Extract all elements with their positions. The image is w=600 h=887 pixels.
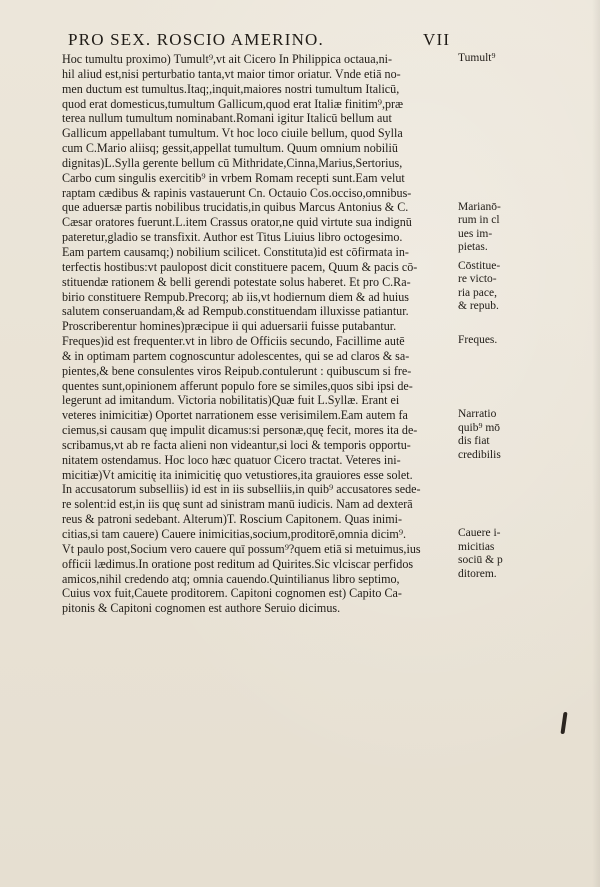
running-header — [68, 30, 451, 50]
text-line: Gallicum appellabant tumultum. Vt hoc loco ciuile bellum, quod Sylla — [62, 126, 403, 141]
text-line: terea nullum tumultum nominabant.Romani igitur Italicū bellum aut — [62, 111, 392, 126]
text-line: salutem conseruandam,& ad Rempub.constituendam illuxisse patiantur. — [62, 304, 409, 319]
text-line: dignitas)L.Sylla gerente bellum cū Mithridate,Cinna,Marius,Sertorius, — [62, 155, 403, 170]
commentary-text-block — [62, 52, 457, 616]
marginal-note-line: sociū & p — [458, 554, 503, 567]
text-line: ciemus,si causam quę impulit dicamus:si personæ,quę fecit, mores ita de- — [62, 423, 418, 438]
marginal-note-line: micitias — [458, 540, 495, 553]
marginal-note-line: credibilis — [458, 448, 501, 461]
text-line: citias,si tam cauere) Cauere inimicitias,socium,proditorē,omnia dicim⁹. — [62, 527, 407, 541]
marginal-note-line: Marianō- — [458, 200, 501, 213]
text-line: Eam partem causamq;) nobilium scilicet. Constituta)id est cōfirmata in- — [62, 244, 409, 259]
text-line: hil aliud est,nisi perturbatio tanta,vt maior timor oriatur. Vnde etiā no- — [62, 66, 401, 81]
text-line: Proscriberentur homines)præcipue ii qui aduersarii fuisse putabantur. — [62, 319, 397, 334]
text-line: officii lædimus.In oratione post reditum ad Quirites.Sic vlciscar perfidos — [62, 556, 414, 571]
marginal-note-line: dis fiat — [458, 435, 490, 448]
text-line: terfectis hostibus:vt paulopost dicit constituere pacem, Quum & pacis cō- — [62, 259, 418, 274]
marginal-note — [458, 201, 548, 255]
text-line: Cuius vox fuit,Cauete proditorem. Capitoni cognomen est) Capito Ca- — [62, 586, 402, 601]
text-line: quentes sunt,opinionem afferunt populo fore se similes,quos sibi ipsi de- — [62, 378, 413, 393]
marginal-note-line: re victo- — [458, 273, 497, 286]
text-line: amicos,nihil credendo atq; omnia cauendo.Quintilianus libro septimo, — [62, 571, 400, 586]
text-line: Vt paulo post,Socium vero cauere quī possum⁹?quem etiā si metuimus,ius — [62, 541, 421, 556]
text-line: pateretur,gladio se transfixit. Author est Titus Liuius libro octogesimo. — [62, 230, 403, 245]
text-line: nitatem ostendamus. Hoc loco hæc quatuor Cicero tractat. Veteres ini- — [62, 452, 401, 467]
running-title: PRO SEX. ROSCIO AMERINO. — [68, 30, 324, 49]
text-line: cum C.Mario aliisq; gessit,appellat tumultum. Quum omnium nobiliū — [62, 141, 398, 156]
text-line: scribamus,vt ab re facta alieni non videantur,si loci & temporis opportu- — [62, 437, 411, 452]
folio-number: VII — [423, 30, 451, 49]
text-line: micitiæ)Vt amicitię ita inimicitię quo vetustiores,ita grauiores esse solet. — [62, 467, 413, 482]
text-line: Carbo cum singulis exercitib⁹ in vrbem Romam recepti sunt.Eam velut — [62, 170, 405, 185]
marginal-note-line: pietas. — [458, 241, 488, 253]
marginal-note-line: Cōstitue- — [458, 259, 501, 272]
marginal-note-line: & repub. — [458, 300, 499, 313]
text-line: men ductum est tumultus.Itaq;,inquit,maiores nostri tumultum Italicū, — [62, 81, 400, 96]
text-line: Hoc tumultu proximo) Tumult⁹,vt ait Cicero In Philippica octaua,ni- — [62, 52, 393, 66]
text-line: In accusatorum subselliis) id est in iis subselliis,in quib⁹ accusatores sede- — [62, 482, 421, 497]
text-line: pitonis & Capitoni cognomen est authore Seruio dicimus. — [62, 601, 341, 616]
text-line: stituendæ rationem & belli gerendi potestate solus haberet. Et pro C.Ra- — [62, 274, 411, 289]
marginal-note — [458, 334, 548, 348]
marginal-note-line: Tumult⁹ — [458, 52, 496, 64]
marginal-note — [458, 52, 548, 66]
text-line: & in optimam partem cognoscuntur adolescentes, qui se ad claros & sa- — [62, 348, 410, 363]
marginal-note-line: quib⁹ mō — [458, 421, 501, 434]
marginal-note-line: Freques. — [458, 334, 498, 347]
marginal-note-line: ria pace, — [458, 286, 497, 299]
text-line: legerunt ad imitandum. Victoria nobilitatis)Quæ fuit L.Syllæ. Erant ei — [62, 393, 400, 408]
text-line: veteres inimicitiæ) Oportet narrationem esse verisimilem.Eam autem fa — [62, 408, 408, 423]
marginal-note — [458, 260, 548, 314]
marginal-note-line: ditorem. — [458, 567, 497, 580]
marginal-note-line: ues im- — [458, 227, 493, 240]
marginal-note — [458, 527, 548, 581]
text-line: Cæsar oratores fuerunt.L.item Crassus orator,ne quid virtute sua indignū — [62, 215, 412, 230]
ink-mark — [560, 712, 567, 734]
text-line: birio constituere Rempub.Precorq; ab iis,vt hodiernum diem & ad huius — [62, 289, 409, 304]
marginal-note — [458, 408, 548, 462]
text-line: quod erat domesticus,tumultum Gallicum,quod erat Italiæ finitim⁹,præ — [62, 96, 404, 111]
paper-edge-shadow — [592, 0, 600, 887]
marginal-note-line: Narratio — [458, 408, 497, 421]
text-line: Freques)id est frequenter.vt in libro de Officiis secundo, Facillime autē — [62, 334, 405, 349]
text-line: pientes,& bene consulentes viros Reipub.contulerunt : quibuscum si fre- — [62, 363, 412, 378]
text-line: reus & patroni sedebant. Alterum)T. Roscium Capitonem. Quas inimi- — [62, 512, 403, 527]
marginal-note-line: rum in cl — [458, 214, 500, 226]
text-line: re solent:id est,in iis quę sunt ad sinistram manū iudicis. Nam ad dexterā — [62, 497, 413, 512]
text-line: raptam cædibus & rapinis vastauerunt Cn. Octauio Cos.occiso,omnibus- — [62, 185, 412, 200]
text-line: que aduersæ partis nobilibus trucidatis,in quibus Marcus Antonius & C. — [62, 200, 409, 215]
marginal-note-line: Cauere i- — [458, 527, 501, 540]
